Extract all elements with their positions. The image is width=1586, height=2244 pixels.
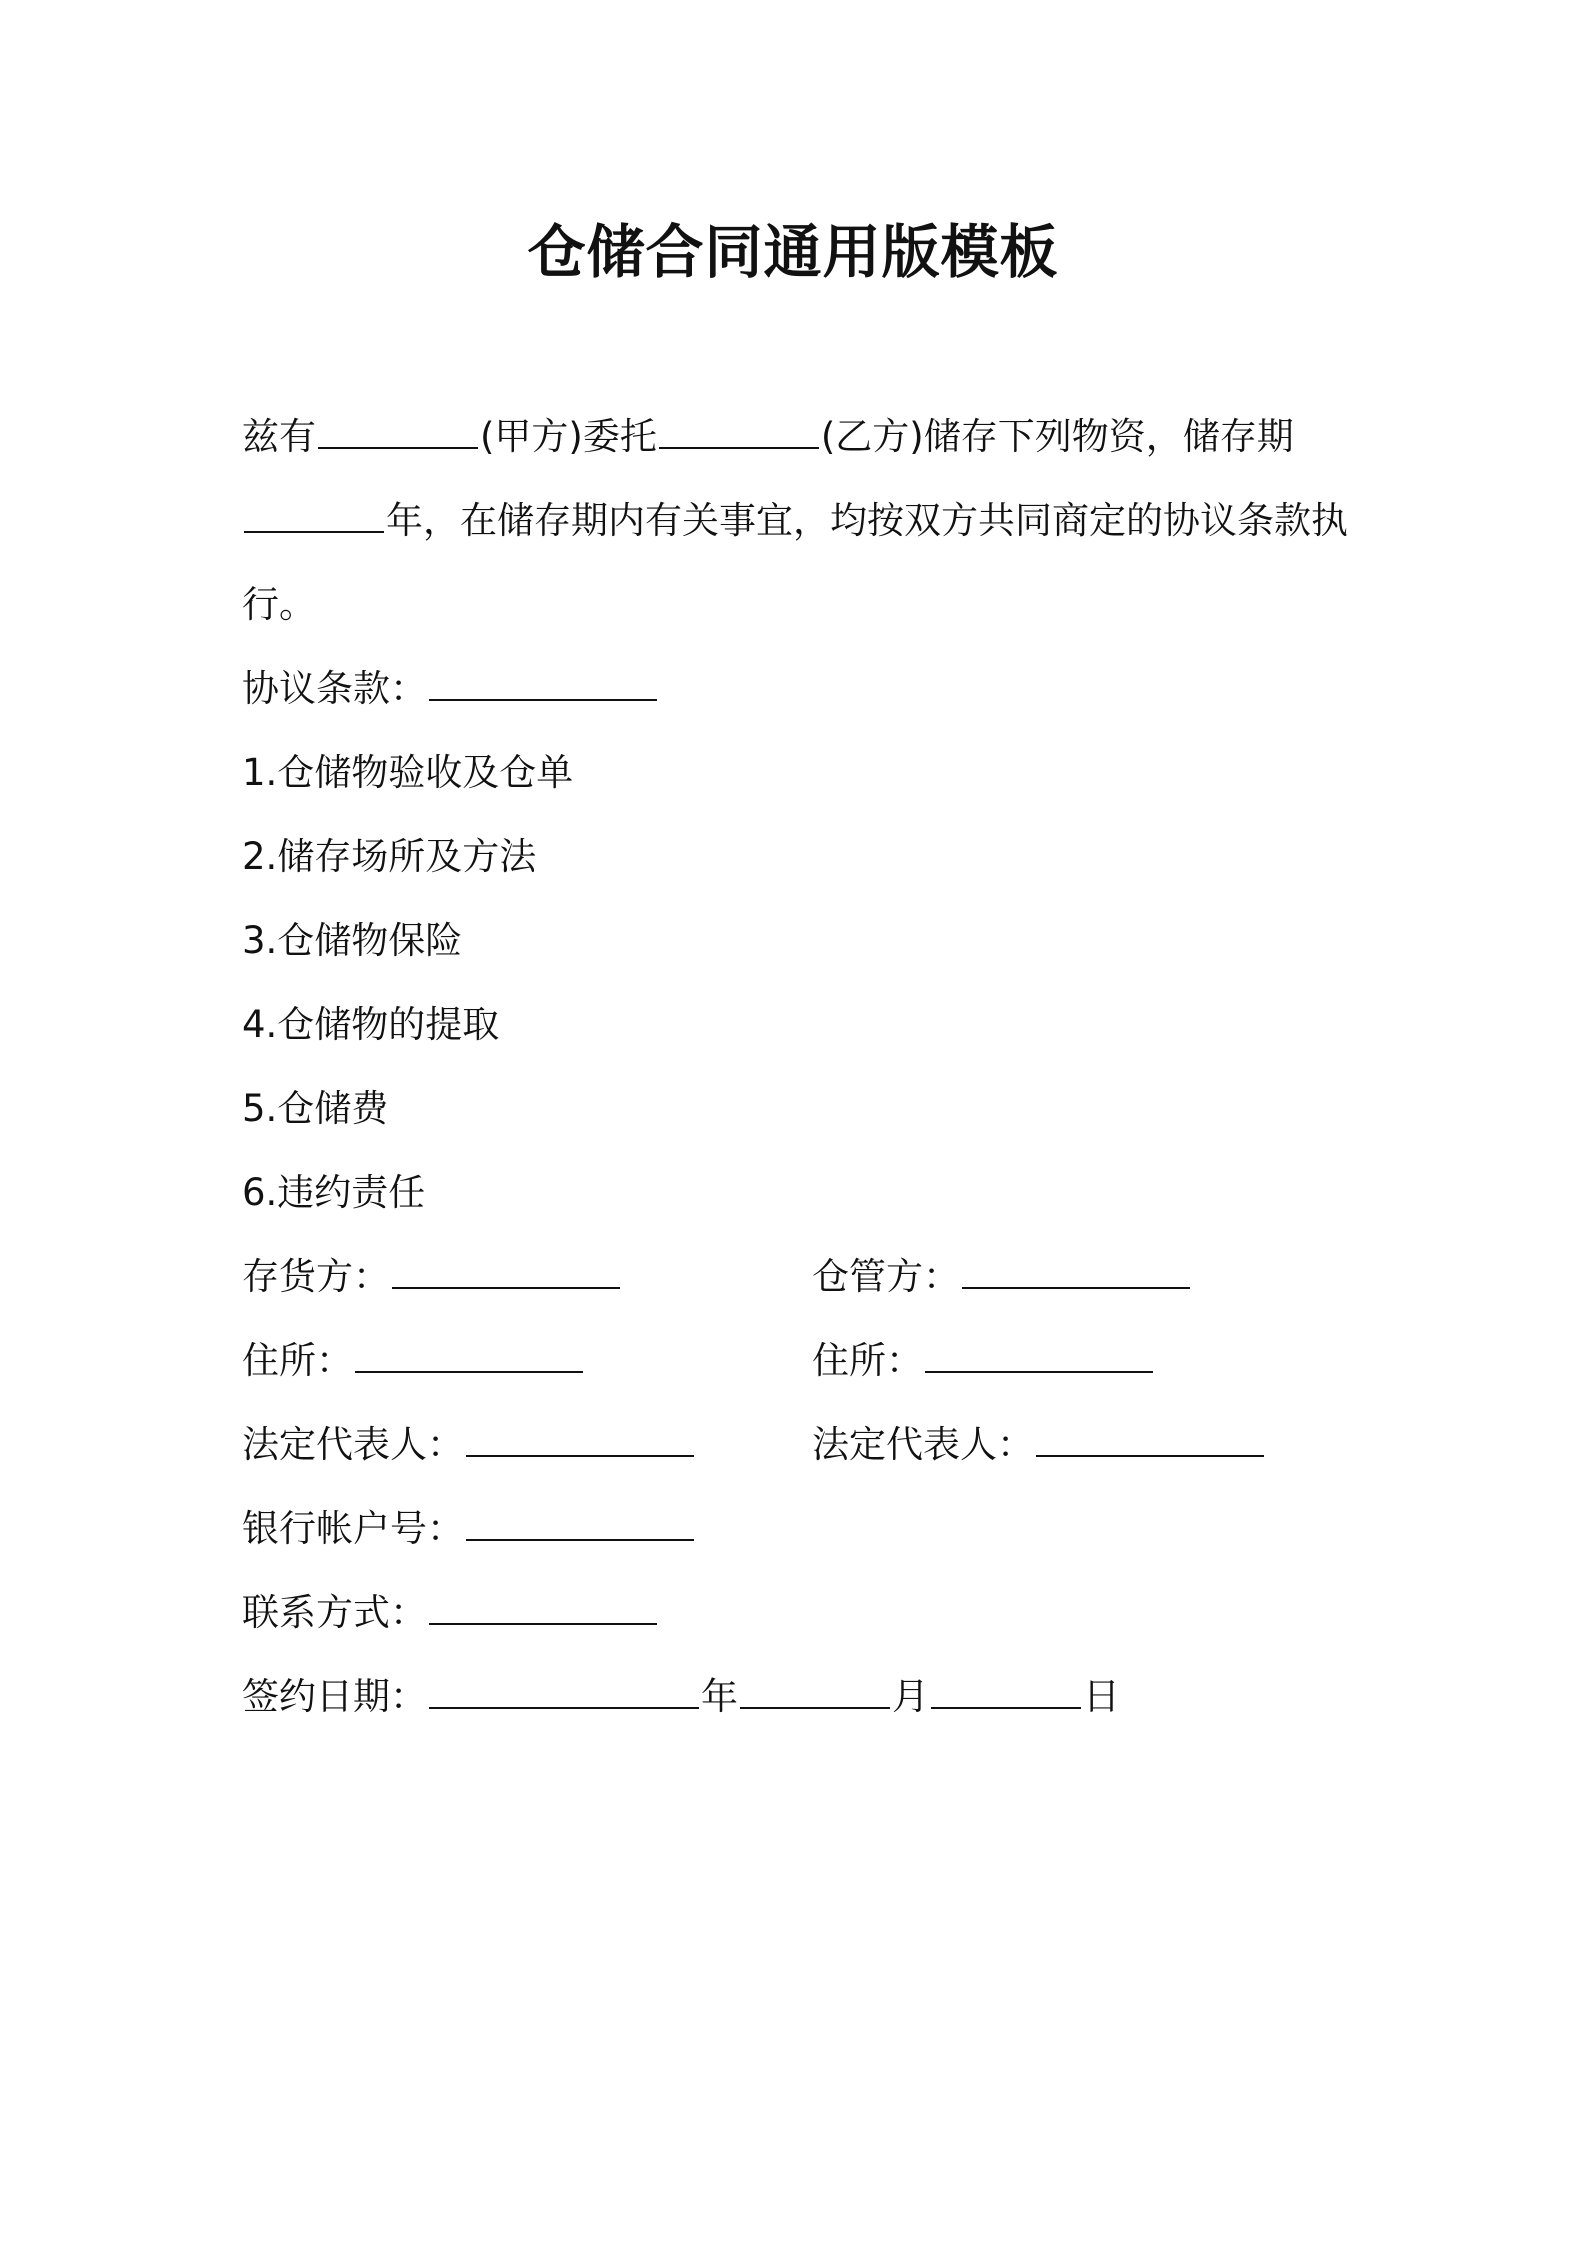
- intro-line-3: [242, 580, 316, 630]
- terms-label: 协议条款：: [242, 667, 427, 710]
- sign-day-blank: [931, 1677, 1081, 1709]
- warehouse-rep-line: [812, 1420, 1266, 1470]
- clause-item: 2.储存场所及方法: [242, 835, 537, 878]
- intro-text-party-a: (甲方)委托: [480, 415, 657, 458]
- contact-line: [242, 1588, 659, 1638]
- intro-line-1: [242, 412, 1294, 462]
- bank-account-label: 银行帐户号：: [242, 1507, 464, 1550]
- intro-text-end: 行。: [242, 583, 316, 626]
- clause-item: 4.仓储物的提取: [242, 1003, 500, 1046]
- warehouse-rep-blank: [1036, 1425, 1264, 1457]
- intro-text-party-b: (乙方)储存下列物资，储存期: [820, 415, 1294, 458]
- depositor-rep-line: [242, 1420, 696, 1470]
- contact-label: 联系方式：: [242, 1591, 427, 1634]
- party-b-blank: [659, 417, 819, 449]
- intro-text-years: 年，在储存期内有关事宜，均按双方共同商定的协议条款执: [386, 499, 1348, 542]
- sign-month-text: 月: [892, 1675, 929, 1718]
- sign-day-text: 日: [1083, 1675, 1120, 1718]
- party-a-blank: [318, 417, 478, 449]
- intro-line-2: [242, 496, 1348, 546]
- sign-date-line: [242, 1672, 1120, 1722]
- intro-text-prefix: 兹有: [242, 415, 316, 458]
- warehouse-rep-label: 法定代表人：: [812, 1423, 1034, 1466]
- depositor-address-blank: [355, 1341, 583, 1373]
- warehouse-label: 仓管方：: [812, 1255, 960, 1298]
- depositor-rep-label: 法定代表人：: [242, 1423, 464, 1466]
- sign-year-text: 年: [701, 1675, 738, 1718]
- storage-years-blank: [244, 501, 384, 533]
- terms-line: [242, 664, 659, 714]
- depositor-address-line: [242, 1336, 585, 1386]
- bank-account-blank: [466, 1509, 694, 1541]
- clause-item: 5.仓储费: [242, 1087, 389, 1130]
- warehouse-line: [812, 1252, 1192, 1302]
- depositor-line: [242, 1252, 622, 1302]
- clause-item: 3.仓储物保险: [242, 919, 463, 962]
- contact-blank: [429, 1593, 657, 1625]
- warehouse-address-blank: [925, 1341, 1153, 1373]
- depositor-address-label: 住所：: [242, 1339, 353, 1382]
- sign-month-blank: [740, 1677, 890, 1709]
- bank-account-line: [242, 1504, 696, 1554]
- clause-item: 6.违约责任: [242, 1171, 426, 1214]
- warehouse-blank: [962, 1257, 1190, 1289]
- terms-blank: [429, 669, 657, 701]
- sign-date-label: 签约日期：: [242, 1675, 427, 1718]
- clause-item: 1.仓储物验收及仓单: [242, 751, 574, 794]
- warehouse-address-label: 住所：: [812, 1339, 923, 1382]
- depositor-blank: [392, 1257, 620, 1289]
- document-title: 仓储合同通用版模板: [527, 218, 1059, 286]
- depositor-label: 存货方：: [242, 1255, 390, 1298]
- depositor-rep-blank: [466, 1425, 694, 1457]
- warehouse-address-line: [812, 1336, 1155, 1386]
- sign-year-blank: [429, 1677, 699, 1709]
